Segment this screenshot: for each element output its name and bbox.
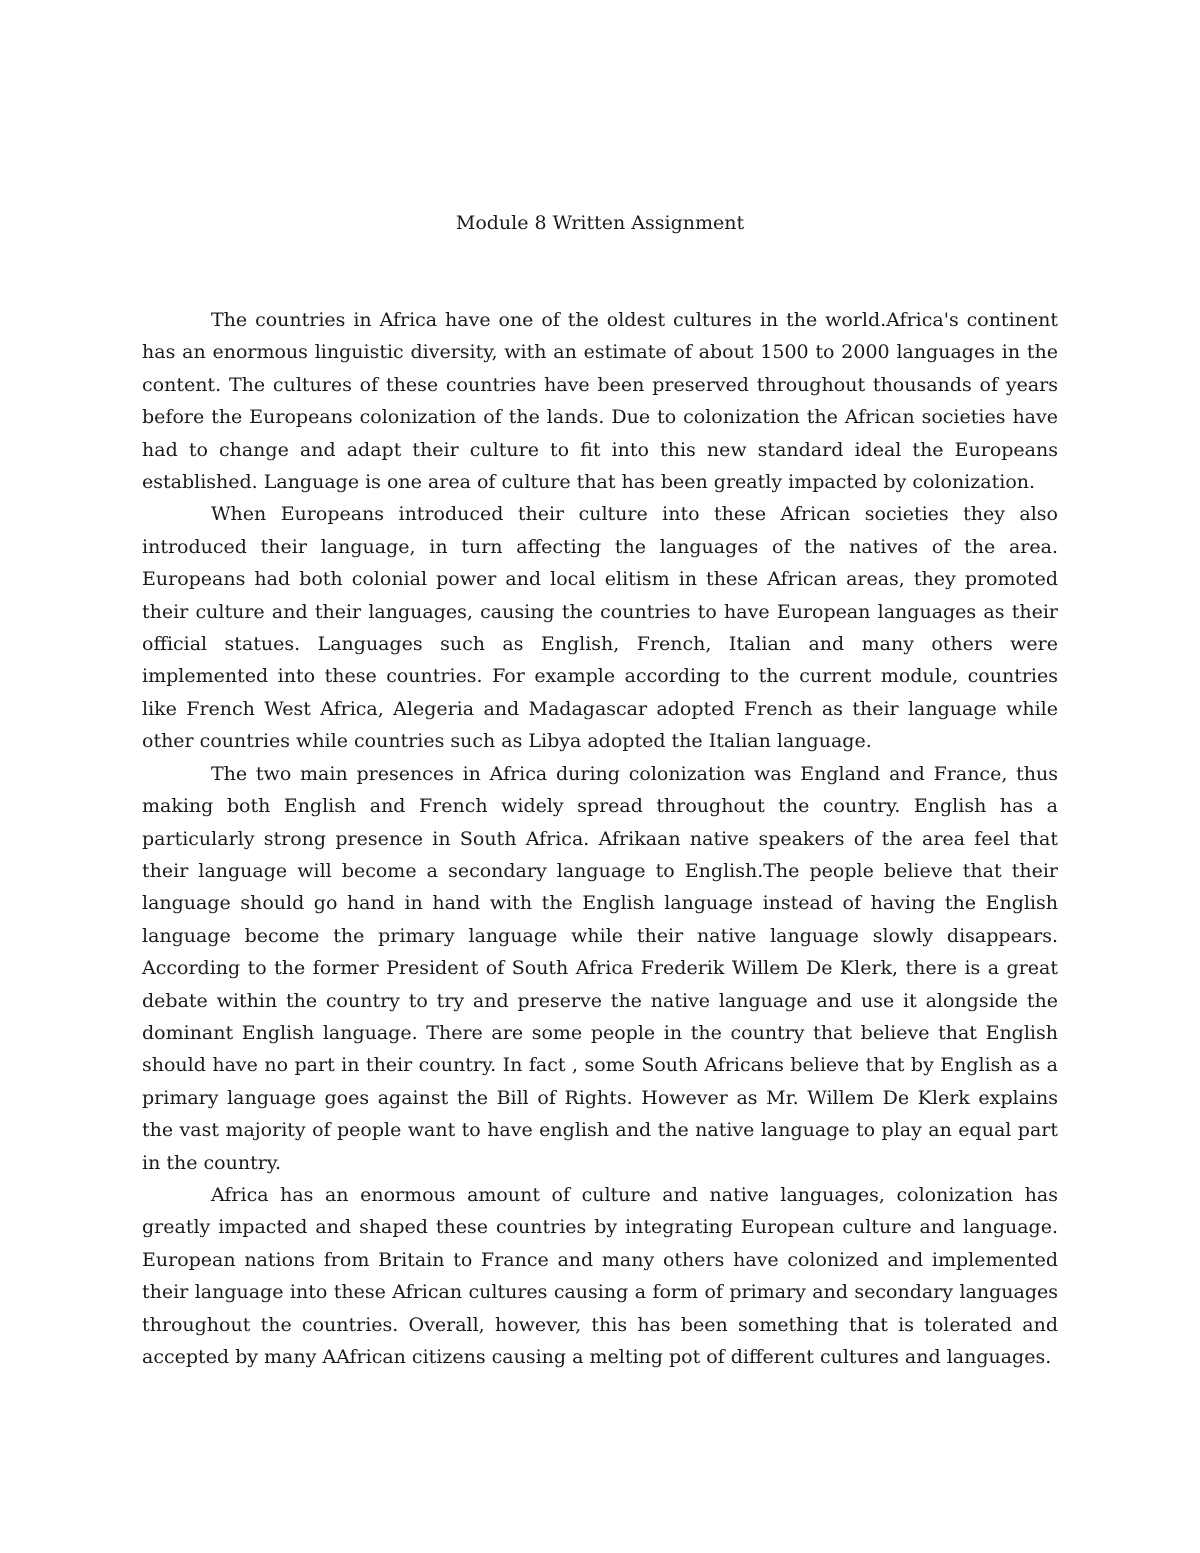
paragraph-4: Africa has an enormous amount of culture and native languages, colonization has greatly impacted and shaped these countries by integrating European culture and language. European nations from Britain to France and many others have colonized and implemented their language into these African cultures causing a form of primary and secondary languages throughout the countries. Overall, however, this has been something that is tolerated and accepted by many AAfrican citizens causing a melting pot of different cultures and languages. [142, 1183, 1058, 1368]
document-body [142, 304, 1058, 1373]
paragraph-3: The two main presences in Africa during colonization was England and France, thus making both English and French widely spread throughout the country. English has a particularly strong presence in South Africa. Afrikaan native speakers of the area feel that their language will become a secondary language to English.The people believe that their language should go hand in hand with the English language instead of having the English language become the primary language while their native language slowly disappears. According to the former President of South Africa Frederik Willem De Klerk, there is a great debate within the country to try and preserve the native language and use it alongside the dominant English language. There are some people in the country that believe that English should have no part in their country. In fact , some South Africans believe that by English as a primary language goes against the Bill of Rights. However as Mr. Willem De Klerk explains the vast majority of people want to have english and the native language to play an equal part in the country. [142, 762, 1058, 1174]
paragraph-1: The countries in Africa have one of the oldest cultures in the world.Africa's continent has an enormous linguistic diversity, with an estimate of about 1500 to 2000 languages in the content. The cultures of these countries have been preserved throughout thousands of years before the Europeans colonization of the lands. Due to colonization the African societies have had to change and adapt their culture to fit into this new standard ideal the Europeans established. Language is one area of culture that has been greatly impacted by colonization. [142, 309, 1058, 494]
paragraph-2: When Europeans introduced their culture into these African societies they also introduced their language, in turn affecting the languages of the natives of the area. Europeans had both colonial power and local elitism in these African areas, they promoted their culture and their languages, causing the countries to have European languages as their official statues. Languages such as English, French, Italian and many others were implemented into these countries. For example according to the current module, countries like French West Africa, Alegeria and Madagascar adopted French as their language while other countries while countries such as Libya adopted the Italian language. [142, 503, 1058, 753]
document-title: Module 8 Written Assignment [455, 212, 745, 234]
